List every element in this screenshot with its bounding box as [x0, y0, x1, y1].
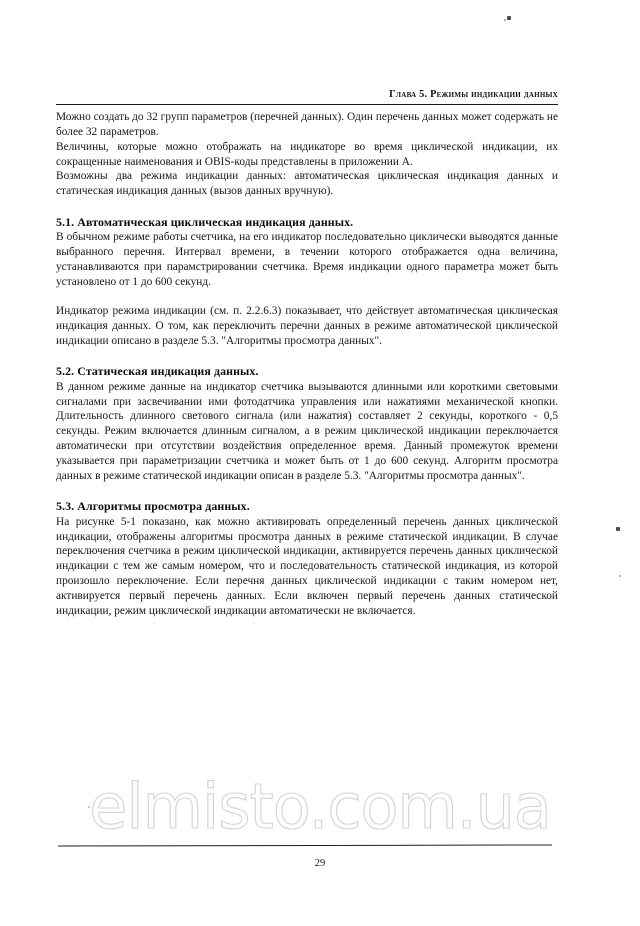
intro-paragraph-2: Величины, которые можно отображать на индикаторе во время циклической индикации, их сокращенные наименования и OBIS-коды представлены в приложении А. [56, 140, 558, 168]
spacer [56, 199, 558, 215]
intro-paragraph-3: Возможны два режима индикации данных: автоматическая циклическая индикация данных и статическая индикация данных (вызов данных вручную). [56, 170, 558, 198]
running-header-title: Глава 5. Режимы индикации данных [389, 89, 558, 100]
scan-speck-icon [504, 19, 506, 21]
intro-paragraph-1: Можно создать до 32 групп параметров (перечней данных). Один перечень данных может содержать не более 32 параметров. [56, 111, 558, 138]
footer-rule [58, 844, 552, 847]
section-heading-5-1: 5.1. Автоматическая циклическая индикация данных. [56, 214, 354, 229]
spacer [56, 484, 558, 500]
running-header [56, 84, 558, 105]
section-heading-5-2: 5.2. Статическая индикация данных. [56, 364, 259, 379]
section-5-1-paragraph-2: Индикатор режима индикации (см. п. 2.2.6.3) показывает, что действует автоматическая циклическая индикация данных. О том, как переключить перечни данных в режиме автоматической циклической индикации описано в разделе 5.3. "Алгоритмы просмотра данных". [56, 305, 558, 347]
scan-speck-icon [616, 527, 620, 531]
watermark [0, 770, 640, 843]
watermark-text: elmisto.com.ua [89, 770, 551, 843]
section-heading-5-3: 5.3. Алгоритмы просмотра данных. [56, 499, 250, 514]
page-number: 29 [314, 858, 326, 869]
section-5-2-paragraph-1: В данном режиме данные на индикатор счетчика вызываются длинными или короткими световыми сигналами при засвечивании ими фотодатчика управления или нажатиями механической кнопки. Длительность длинного светового сигнала (или нажатия) составляет 2 секунды, короткого - 0,5 секунды. Режим включается длинным сигналом, а в режим циклической индикации переключается автоматически при отсутствии воздействия определенное время. Данный промежуток времени указывается при параметризации счетчика и может быть от 1 до 600 секунд. Алгоритм просмотра данных в режиме статической индикации описан в разделе 5.3. "Алгоритмы просмотра данных". [56, 380, 558, 482]
spacer [56, 289, 558, 304]
scan-speck-icon [507, 16, 511, 20]
scan-speck-icon [88, 806, 90, 808]
section-5-3-paragraph-1: На рисунке 5-1 показано, как можно активировать определенный перечень данных циклической индикации, отображены алгоритмы просмотра данных в режиме статической индикации. В случае переключения счетчика в режим циклической индикации, активируется перечень данных циклической индикации с тем же самым номером, что и последовательность статической индикация, из которой произошло переключение. Если перечня данных циклической индикации с таким номером нет, активируется первый перечень данных. Если включен первый перечень данных статической индикации, режим циклической индикации автоматически не включается. [56, 515, 558, 617]
spacer [56, 349, 558, 365]
section-5-1-paragraph-1: В обычном режиме работы счетчика, на его индикатор последовательно циклически выводятся данные выбранного перечня. Интервал времени, в течении которого отображается одна величина, устанавливаются при парамстрировании счетчика. Время индикации одного параметра может быть установлено от 1 до 600 секунд. [56, 231, 558, 288]
scan-speck-icon [619, 575, 621, 577]
page-body [56, 110, 558, 619]
